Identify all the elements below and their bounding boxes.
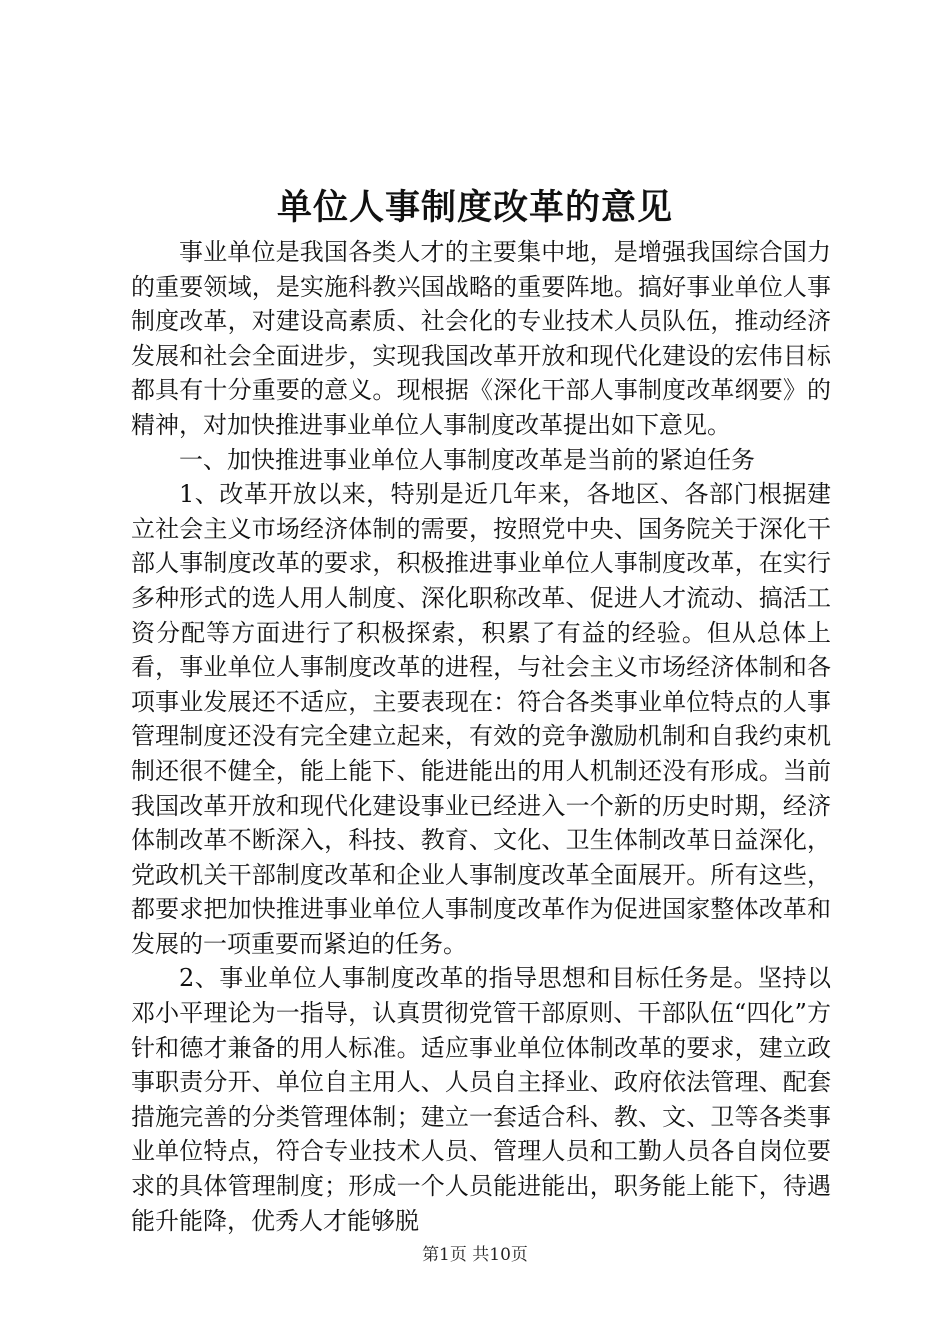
paragraph-item-1: 1、改革开放以来，特别是近几年来，各地区、各部门根据建立社会主义市场经济体制的需要，按照党中央、国务院关于深化干部人事制度改革的要求，积极推进事业单位人事制度改革，在实行多种形式的选人用人制度、深化职称改革、促进人才流动、搞活工资分配等方面进行了积极探索，积累了有益的经验。但从总体上看，事业单位人事制度改革的进程，与社会主义市场经济体制和各项事业发展还不适应，主要表现在：符合各类事业单位特点的人事管理制度还没有完全建立起来，有效的竞争激励机制和自我约束机制还很不健全，能上能下、能进能出的用人机制还没有形成。当前我国改革开放和现代化建设事业已经进入一个新的历史时期，经济体制改革不断深入，科技、教育、文化、卫生体制改革日益深化，党政机关干部制度改革和企业人事制度改革全面展开。所有这些，都要求把加快推进事业单位人事制度改革作为促进国家整体改革和发展的一项重要而紧迫的任务。 bbox=[131, 480, 831, 958]
document-body bbox=[131, 235, 831, 1238]
paragraph-item-2: 2、事业单位人事制度改革的指导思想和目标任务是。坚持以邓小平理论为一指导，认真贯彻党管干部原则、干部队伍“四化”方针和德才兼备的用人标准。适应事业单位体制改革的要求，建立政事职责分开、单位自主用人、人员自主择业、政府依法管理、配套措施完善的分类管理体制；建立一套适合科、教、文、卫等各类事业单位特点，符合专业技术人员、管理人员和工勤人员各自岗位要求的具体管理制度；形成一个人员能进能出，职务能上能下，待遇能升能降，优秀人才能够脱 bbox=[131, 964, 831, 1235]
section-heading-1: 一、加快推进事业单位人事制度改革是当前的紧迫任务 bbox=[179, 445, 755, 474]
document-title: 单位人事制度改革的意见 bbox=[276, 187, 673, 228]
page-footer: 第1页 共10页 bbox=[422, 1245, 528, 1265]
paragraph-intro: 事业单位是我国各类人才的主要集中地，是增强我国综合国力的重要领域，是实施科教兴国战略的重要阵地。搞好事业单位人事制度改革，对建设高素质、社会化的专业技术人员队伍，推动经济发展和社会全面进步，实现我国改革开放和现代化建设的宏伟目标都具有十分重要的意义。现根据《深化干部人事制度改革纲要》的精神，对加快推进事业单位人事制度改革提出如下意见。 bbox=[131, 238, 831, 439]
